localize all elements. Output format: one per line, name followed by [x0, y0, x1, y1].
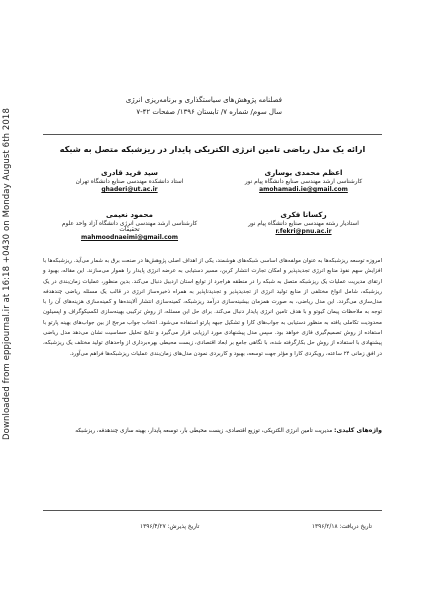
- author-name: سید فرید قادری: [100, 168, 158, 177]
- keywords: [43, 426, 382, 436]
- download-stamp-text: Downloaded from eppjournal.ir at 16:18 +0430 on Monday August 6th 2018: [2, 108, 12, 440]
- author-affiliation: استادیار رشته مهندسی صنایع دانشگاه پیام نور: [248, 221, 359, 227]
- author-affiliation: کارشناسی ارشد مهندسی انرژی دانشگاه آزاد واحد علوم تحقیقات: [61, 221, 198, 233]
- author-affiliation: کارشناسی ارشد مهندسی صنایع دانشگاه پیام نور: [244, 179, 363, 185]
- download-stamp: [2, 0, 16, 600]
- received-date: تاریخ دریافت: ۱۳۹۶/۲/۱۸: [311, 524, 372, 530]
- journal-name: فصلنامه پژوهش‌های سیاستگذاری و برنامه‌ریزی انرژی: [125, 96, 282, 104]
- header-divider: [43, 134, 382, 135]
- author-email: amohamadi.ie@gmail.com: [259, 186, 348, 193]
- author-1: [226, 168, 381, 193]
- author-name: رکسانا فکری: [280, 210, 327, 219]
- author-email: r.fekri@pnu.ac.ir: [275, 228, 332, 235]
- footer-divider: [43, 510, 382, 511]
- keywords-label: واژه‌های کلیدی:: [334, 427, 382, 434]
- author-4: [52, 210, 207, 241]
- accepted-date: تاریخ پذیرش: ۱۳۹۶/۴/۲۷: [140, 524, 200, 530]
- author-email: mahmoodnaeimi@gmail.com: [80, 234, 179, 241]
- author-2: [52, 168, 207, 193]
- abstract: امروزه توسعه ریزشبکه‌ها به عنوان مولفه‌های اساسی شبکه‌های هوشمند، یکی از اهداف اصلی پژوهش‌ها در صنعت برق به شمار می‌آید. ریزشبکه‌ها با افزایش سهم نفوذ منابع انرژی تجدیدپذیر و امکان تجارت انتشار کربن، مسیر دستیابی به عرضه انرژی پایدار را هموار می‌سازند. این مقاله، بهبود و ارتقای مدیریت عملیات یک ریزشبکه متصل به شبکه را در منطقه هراجرد از توابع استان اردبیل دنبال می‌کند. بدین منظور، عملیات زمان‌بندی در یک ریزشبکه، شامل انواع مختلفی از منابع تولید انرژی از تجدیدپذیر و تجدیدناپذیر به همراه ذخیره‌ساز انرژی در قالب یک مسئله ریاضی چندهدفه مدل‌سازی می‌گردد. این مدل ریاضی، به صورت همزمان بیشینه‌سازی درآمد ریزشبکه، کمینه‌سازی انتشار آلاینده‌ها و کمینه‌سازی هزینه‌های آن را با توجه به ملاحظات پیمان کیوتو و با هدف تامین انرژی پایدار دنبال می‌کند. برای حل این مسئله، از روش ترکیبی بهینه‌سازی لکسیکوگراف و اپسیلون محدودیت تکاملی یافته به منظور دستیابی به جواب‌های کارا و تشکیل جبهه پارتو استفاده می‌شود. انتخاب جواب مرجح از بین جواب‌های بهینه پارتو با استفاده از روش تصمیم‌گیری فازی خواهد بود. سپس مدل پیشنهادی مورد ارزیابی قرار می‌گیرد و نتایج تحلیل حساسیت نشان می‌دهد مدل ریاضی پیشنهادی با استفاده از روش حل بکارگرفته شده، با نگاهی جامع بر ابعاد اقتصادی، زیست محیطی بهره‌برداری از واحدهای تولید مختلف یک ریزشبکه، در افق زمانی ۲۴ ساعته، رویکردی کارا و مؤثر جهت توسعه، بهبود و کاربردی نمودن مدل‌های زمان‌بندی عملیات ریزشبکه‌ها فراهم می‌آورد.: [43, 258, 382, 357]
- journal-issue: سال سوم/ شماره ۷/ تابستان ۱۳۹۶/ صفحات ۴۲-۷: [136, 108, 282, 116]
- author-email: ghaderi@ut.ac.ir: [101, 186, 158, 193]
- author-name: محمود نعیمی: [106, 210, 153, 219]
- author-affiliation: استاد دانشکده مهندسی صنایع دانشگاه تهران: [75, 179, 184, 185]
- keywords-text: مدیریت تامین انرژی الکتریکی، توزیع اقتصادی، زیست محیطی بار، توسعه پایدار، بهینه سازی چندهدفه، ریزشبکه: [75, 428, 333, 434]
- paper-title: ارائه یک مدل ریاضی تامین انرژی الکتریکی پایدار در ریزشبکه متصل به شبکه: [59, 144, 366, 154]
- author-name: اعظم محمدی بوساری: [264, 168, 343, 177]
- author-3: [226, 210, 381, 235]
